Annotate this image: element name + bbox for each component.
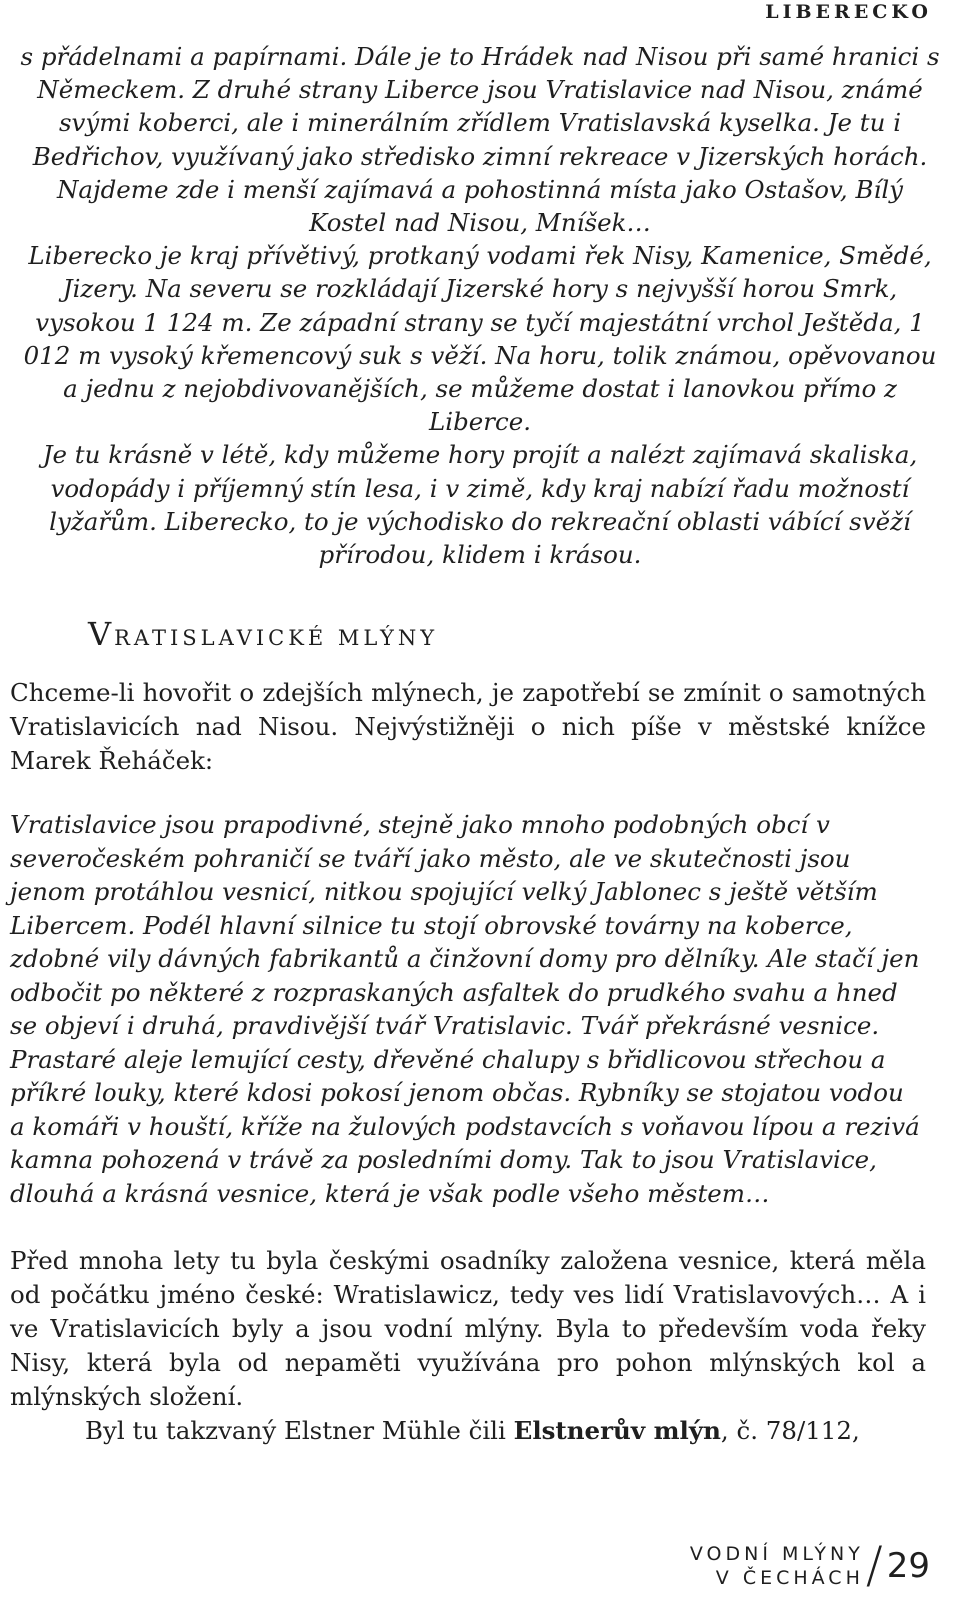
intro-paragraph-3: Je tu krásně v létě, kdy můžeme hory projít a nalézt zajímavá skaliska, vodopády i příjemný stín lesa, i v zimě, kdy kraj nabízí řadu možností lyžařům. Liberecko, to je východisko do rekreační oblasti vábící svěží přírodou, klidem i krásou. — [42, 440, 918, 570]
footer-separator: / — [865, 1536, 883, 1594]
intro-paragraph-2: Liberecko je kraj přívětivý, protkaný vodami řek Nisy, Kamenice, Smědé, Jizery. Na severu se rozkládají Jizerské hory s nejvyšší horou Smrk, vysokou 1 124 m. Ze západní strany se tyčí majestátní vrchol Ještěda, 1 012 m vysoký křemencový suk s věží. Na horu, tolik známou, opěvovanou a jednu z nejobdivovanějších, se můžeme dostat i lanovkou přímo z Liberce. — [23, 241, 937, 437]
page-footer — [689, 1536, 930, 1594]
block-quote-text: Vratislavice jsou prapodivné, stejně jako mnoho podobných obcí v severočeském pohraničí se tváří jako město, ale ve skutečnosti jsou jenom protáhlou vesnicí, nitkou spojující velký Jablonec s ještě větším Libercem. Podél hlavní silnice tu stojí obrovské továrny na koberce, zdobné vily dávných fabrikantů a činžovní domy pro dělníky. Ale stačí jen odbočit po některé z rozpraskaných asfaltek do prudkého svahu a hned se objeví i druhá, pravdivější tvář Vratislavic. Tvář překrásné vesnice. Prastaré aleje lemující cesty, dřevěné chalupy s břidlicovou střechou a příkré louky, které kdosi pokosí jenom občas. Rybníky se stojatou vodou a komáři v houští, kříže na žulových podstavcích s voňavou lípou a rezivá kamna pohozená v trávě za posledními domy. Tak to jsou Vratislavice, dlouhá a krásná vesnice, která je však podle všeho městem… — [10, 810, 920, 1208]
history-paragraph: Před mnoha lety tu byla českými osadníky založena vesnice, která měla od počátku jméno české: Wratislawicz, tedy ves lidí Vratislavových… A i ve Vratislavicích byly a jsou vodní mlýny. Byla to především voda řeky Nisy, která byla od nepaměti využívána pro pohon mlýnských kol a mlýnských složení. — [10, 1246, 926, 1411]
footer-title-line-1: VODNÍ MLÝNY — [689, 1543, 864, 1565]
intro-italic-text — [20, 40, 940, 571]
footer-book-title — [690, 1542, 864, 1590]
block-quote — [10, 808, 926, 1210]
section-intro-paragraph — [10, 676, 926, 778]
history-section — [10, 1244, 926, 1448]
section-heading — [88, 614, 438, 658]
section-heading-rest: RATISLAVICKÉ MLÝNY — [114, 626, 439, 650]
mill-name: Elstnerův mlýn — [513, 1416, 721, 1445]
footer-title-line-2: V ČECHÁCH — [715, 1567, 864, 1589]
running-header: LIBERECKO — [765, 1, 932, 23]
section-heading-initial: V — [88, 615, 115, 653]
mill-paragraph — [10, 1414, 926, 1448]
intro-paragraph-1: s přádelnami a papírnami. Dále je to Hrádek nad Nisou při samé hranici s Německem. Z druhé strany Liberce jsou Vratislavice nad Nisou, známé svými koberci, ale i minerálním zřídlem Vratislavská kyselka. Je tu i Bedřichov, využívaný jako středisko zimní rekreace v Jizerských horách. Najdeme zde i menší zajímavá a pohostinná místa jako Ostašov, Bílý Kostel nad Nisou, Mníšek… — [20, 42, 940, 238]
page-number: 29 — [886, 1546, 930, 1586]
mill-prefix: Byl tu takzvaný Elstner Mühle čili — [85, 1416, 514, 1445]
section-intro-text: Chceme-li hovořit o zdejších mlýnech, je zapotřebí se zmínit o samotných Vratislavicích nad Nisou. Nejvýstižněji o nich píše v městské knížce Marek Řeháček: — [10, 678, 926, 775]
mill-suffix: , č. 78/112, — [720, 1416, 860, 1445]
